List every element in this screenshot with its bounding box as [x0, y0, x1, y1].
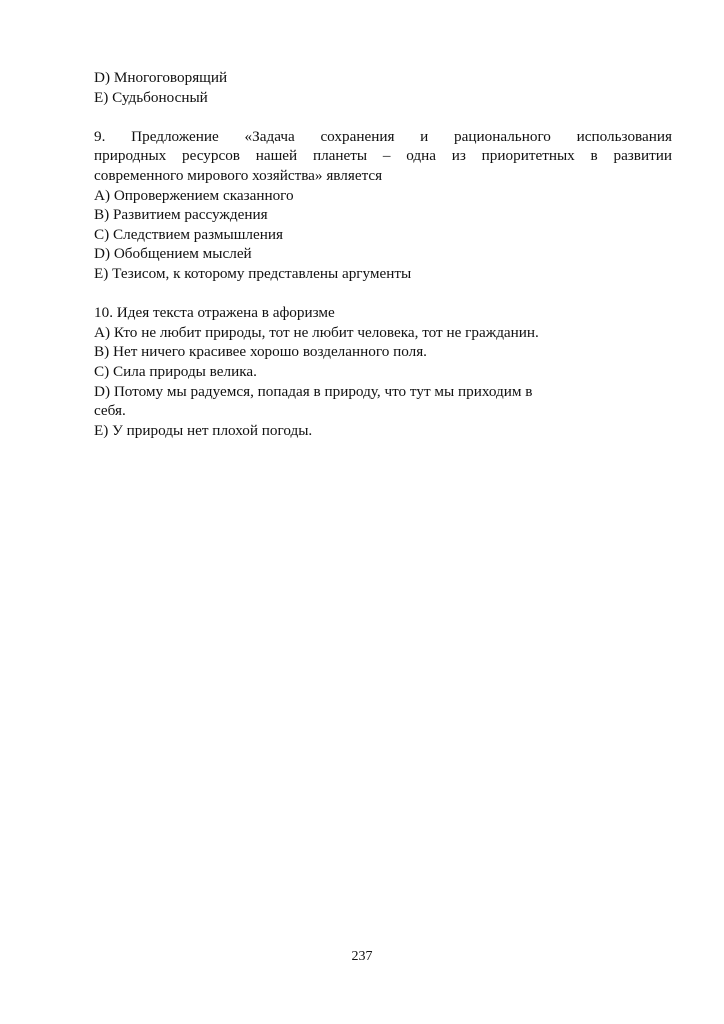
question-10-option-a: A) Кто не любит природы, тот не любит человека, тот не гражданин. [94, 323, 539, 341]
question-9-option-a: A) Опровержением сказанного [94, 186, 294, 204]
question-10-option-c: C) Сила природы велика. [94, 362, 257, 380]
question-9-line-1: 9. Предложение «Задача сохранения и рационального использования [94, 127, 672, 145]
question-10-option-e: E) У природы нет плохой погоды. [94, 421, 313, 439]
question-9-option-b: B) Развитием рассуждения [94, 206, 268, 224]
spacer [94, 284, 672, 304]
option-d: D) Многоговорящий [94, 69, 228, 86]
question-9-line-3: современного мирового хозяйства» является [94, 166, 383, 184]
previous-question-options [94, 68, 672, 107]
question-10-option-d-continued: себя. [94, 402, 126, 420]
question-9-option-c: C) Следствием размышления [94, 225, 283, 243]
question-9-option-d: D) Обобщением мыслей [94, 245, 252, 263]
question-9-line-2: природных ресурсов нашей планеты – одна из приоритетных в развитии [94, 147, 672, 165]
question-10 [94, 303, 672, 440]
page-content [94, 68, 672, 440]
question-9-option-e: E) Тезисом, к которому представлены аргументы [94, 264, 412, 282]
question-9 [94, 127, 672, 284]
option-e: E) Судьбоносный [94, 88, 208, 106]
page-number: 237 [351, 949, 373, 964]
question-10-text: 10. Идея текста отражена в афоризме [94, 304, 335, 322]
question-10-option-b: B) Нет ничего красивее хорошо возделанного поля. [94, 343, 427, 361]
question-10-option-d: D) Потому мы радуемся, попадая в природу, что тут мы приходим в [94, 382, 533, 400]
spacer [94, 107, 672, 127]
